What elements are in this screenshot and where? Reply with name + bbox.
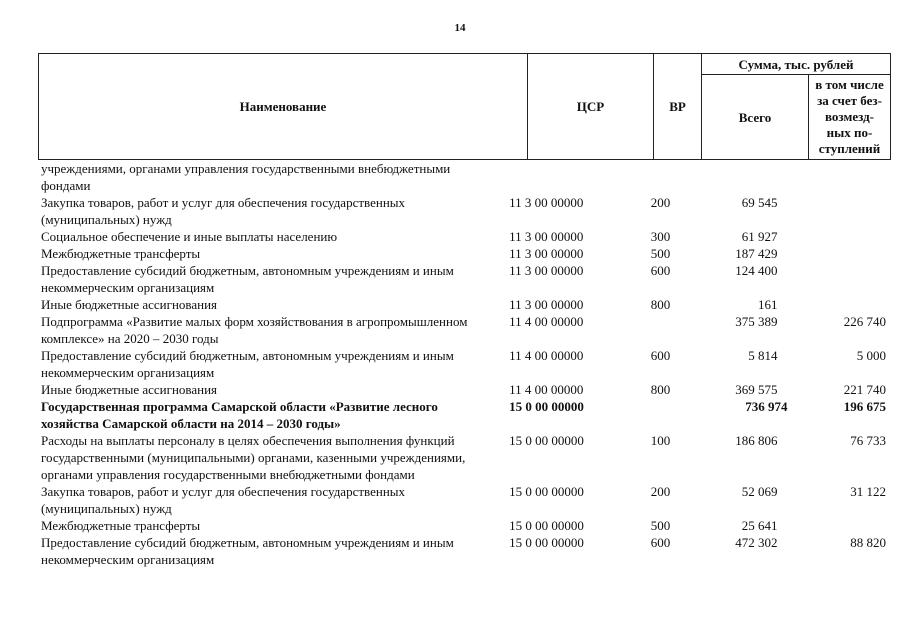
row-total: 186 806: [735, 433, 778, 448]
row-free: [805, 517, 890, 534]
row-vr: 600: [650, 263, 671, 278]
row-total: 52 069: [741, 484, 778, 499]
row-free: 221 740: [843, 382, 887, 397]
row-free: 76 733: [850, 433, 887, 448]
row-free: 88 820: [850, 535, 887, 550]
table-row: [38, 313, 890, 347]
table-row: [38, 228, 890, 245]
row-csr: 11 4 00 00000: [509, 314, 584, 329]
row-name: Государственная программа Самарской области «Развитие лесного хозяйства Самарской области на 2014 – 2030 годы»: [41, 399, 438, 431]
table-row: [38, 381, 890, 398]
table-header: [38, 53, 891, 160]
header-csr: ЦСР: [528, 54, 654, 160]
row-vr: [643, 398, 701, 432]
table-row: [38, 347, 890, 381]
row-name: учреждениями, органами управления государственными внебюджетными фондами: [41, 161, 451, 193]
row-vr: 200: [650, 195, 671, 210]
row-free: [805, 228, 890, 245]
row-csr: 15 0 00 00000: [509, 433, 584, 448]
row-free: [805, 262, 890, 296]
header-free-line: ступлений: [818, 141, 881, 156]
row-csr: 11 4 00 00000: [509, 382, 584, 397]
header-total: Всего: [702, 75, 809, 160]
table-row: [38, 194, 890, 228]
row-name: Закупка товаров, работ и услуг для обеспечения государственных (муниципальных) нужд: [41, 195, 406, 227]
row-total: 25 641: [741, 518, 778, 533]
row-total: 161: [757, 297, 778, 312]
row-csr: 11 3 00 00000: [509, 195, 584, 210]
row-vr: 800: [650, 297, 671, 312]
row-csr: 11 4 00 00000: [509, 348, 584, 363]
row-name: Социальное обеспечение и иные выплаты населению: [41, 229, 338, 244]
row-csr: 11 3 00 00000: [509, 263, 584, 278]
table-row: [38, 517, 890, 534]
table-row: [38, 483, 890, 517]
row-free: [805, 194, 890, 228]
header-free-line: возмезд-: [825, 109, 874, 124]
row-name: Иные бюджетные ассигнования: [41, 382, 218, 397]
row-csr: 15 0 00 00000: [509, 518, 584, 533]
row-vr: 300: [650, 229, 671, 244]
header-free-line: в том числе: [815, 77, 884, 92]
row-total: [701, 160, 806, 194]
header-sum: Сумма, тыс. рублей: [702, 54, 891, 75]
table-row: [38, 534, 890, 568]
row-vr: 600: [650, 348, 671, 363]
row-total: 187 429: [735, 246, 778, 261]
row-csr: 11 3 00 00000: [509, 229, 584, 244]
table-row: [38, 245, 890, 262]
table-row: [38, 296, 890, 313]
row-name: Расходы на выплаты персоналу в целях обеспечения выполнения функций государственными (муниципальными) органами, казенными учреждениями, органами управления государственными внебюджетными фондами: [41, 433, 466, 482]
row-free: [805, 245, 890, 262]
table-body: [38, 160, 890, 568]
row-free: 196 675: [843, 399, 887, 414]
row-name: Закупка товаров, работ и услуг для обеспечения государственных (муниципальных) нужд: [41, 484, 406, 516]
row-free: 226 740: [843, 314, 887, 329]
row-name: Иные бюджетные ассигнования: [41, 297, 218, 312]
row-free: 5 000: [856, 348, 887, 363]
header-free-line: за счет без-: [817, 93, 882, 108]
row-total: 69 545: [741, 195, 778, 210]
row-name: Межбюджетные трансферты: [41, 518, 201, 533]
row-free: [805, 160, 890, 194]
row-total: 61 927: [741, 229, 778, 244]
row-total: 736 974: [745, 399, 788, 414]
row-vr: 200: [650, 484, 671, 499]
row-name: Подпрограмма «Развитие малых форм хозяйствования в агропромышленном комплексе» на 2020 – 2030 годы: [41, 314, 468, 346]
row-vr: [643, 160, 701, 194]
row-vr: 500: [650, 518, 671, 533]
header-free: [809, 75, 891, 160]
header-free-line: ных по-: [826, 125, 873, 140]
row-name: Предоставление субсидий бюджетным, автономным учреждениям и иным некоммерческим организациям: [41, 263, 454, 295]
row-csr: [500, 160, 643, 194]
row-csr: 15 0 00 00000: [509, 399, 584, 414]
header-vr: ВР: [654, 54, 702, 160]
row-free: 31 122: [850, 484, 887, 499]
row-name: Предоставление субсидий бюджетным, автономным учреждениям и иным некоммерческим организациям: [41, 535, 454, 567]
row-free: [805, 296, 890, 313]
row-csr: 15 0 00 00000: [509, 484, 584, 499]
row-total: 5 814: [748, 348, 778, 363]
row-name: Предоставление субсидий бюджетным, автономным учреждениям и иным некоммерческим организациям: [41, 348, 454, 380]
row-vr: 500: [650, 246, 671, 261]
row-vr: [643, 313, 701, 347]
row-csr: 11 3 00 00000: [509, 297, 584, 312]
table-row: [38, 432, 890, 483]
page-number: 14: [454, 22, 466, 34]
table-row: [38, 262, 890, 296]
row-total: 472 302: [735, 535, 778, 550]
table-row: [38, 160, 890, 194]
header-name: Наименование: [39, 54, 528, 160]
row-vr: 100: [650, 433, 671, 448]
row-name: Межбюджетные трансферты: [41, 246, 201, 261]
row-vr: 800: [650, 382, 671, 397]
row-total: 124 400: [735, 263, 778, 278]
row-vr: 600: [650, 535, 671, 550]
row-total: 375 389: [735, 314, 778, 329]
row-csr: 15 0 00 00000: [509, 535, 584, 550]
table-row: [38, 398, 890, 432]
row-csr: 11 3 00 00000: [509, 246, 584, 261]
row-total: 369 575: [735, 382, 778, 397]
